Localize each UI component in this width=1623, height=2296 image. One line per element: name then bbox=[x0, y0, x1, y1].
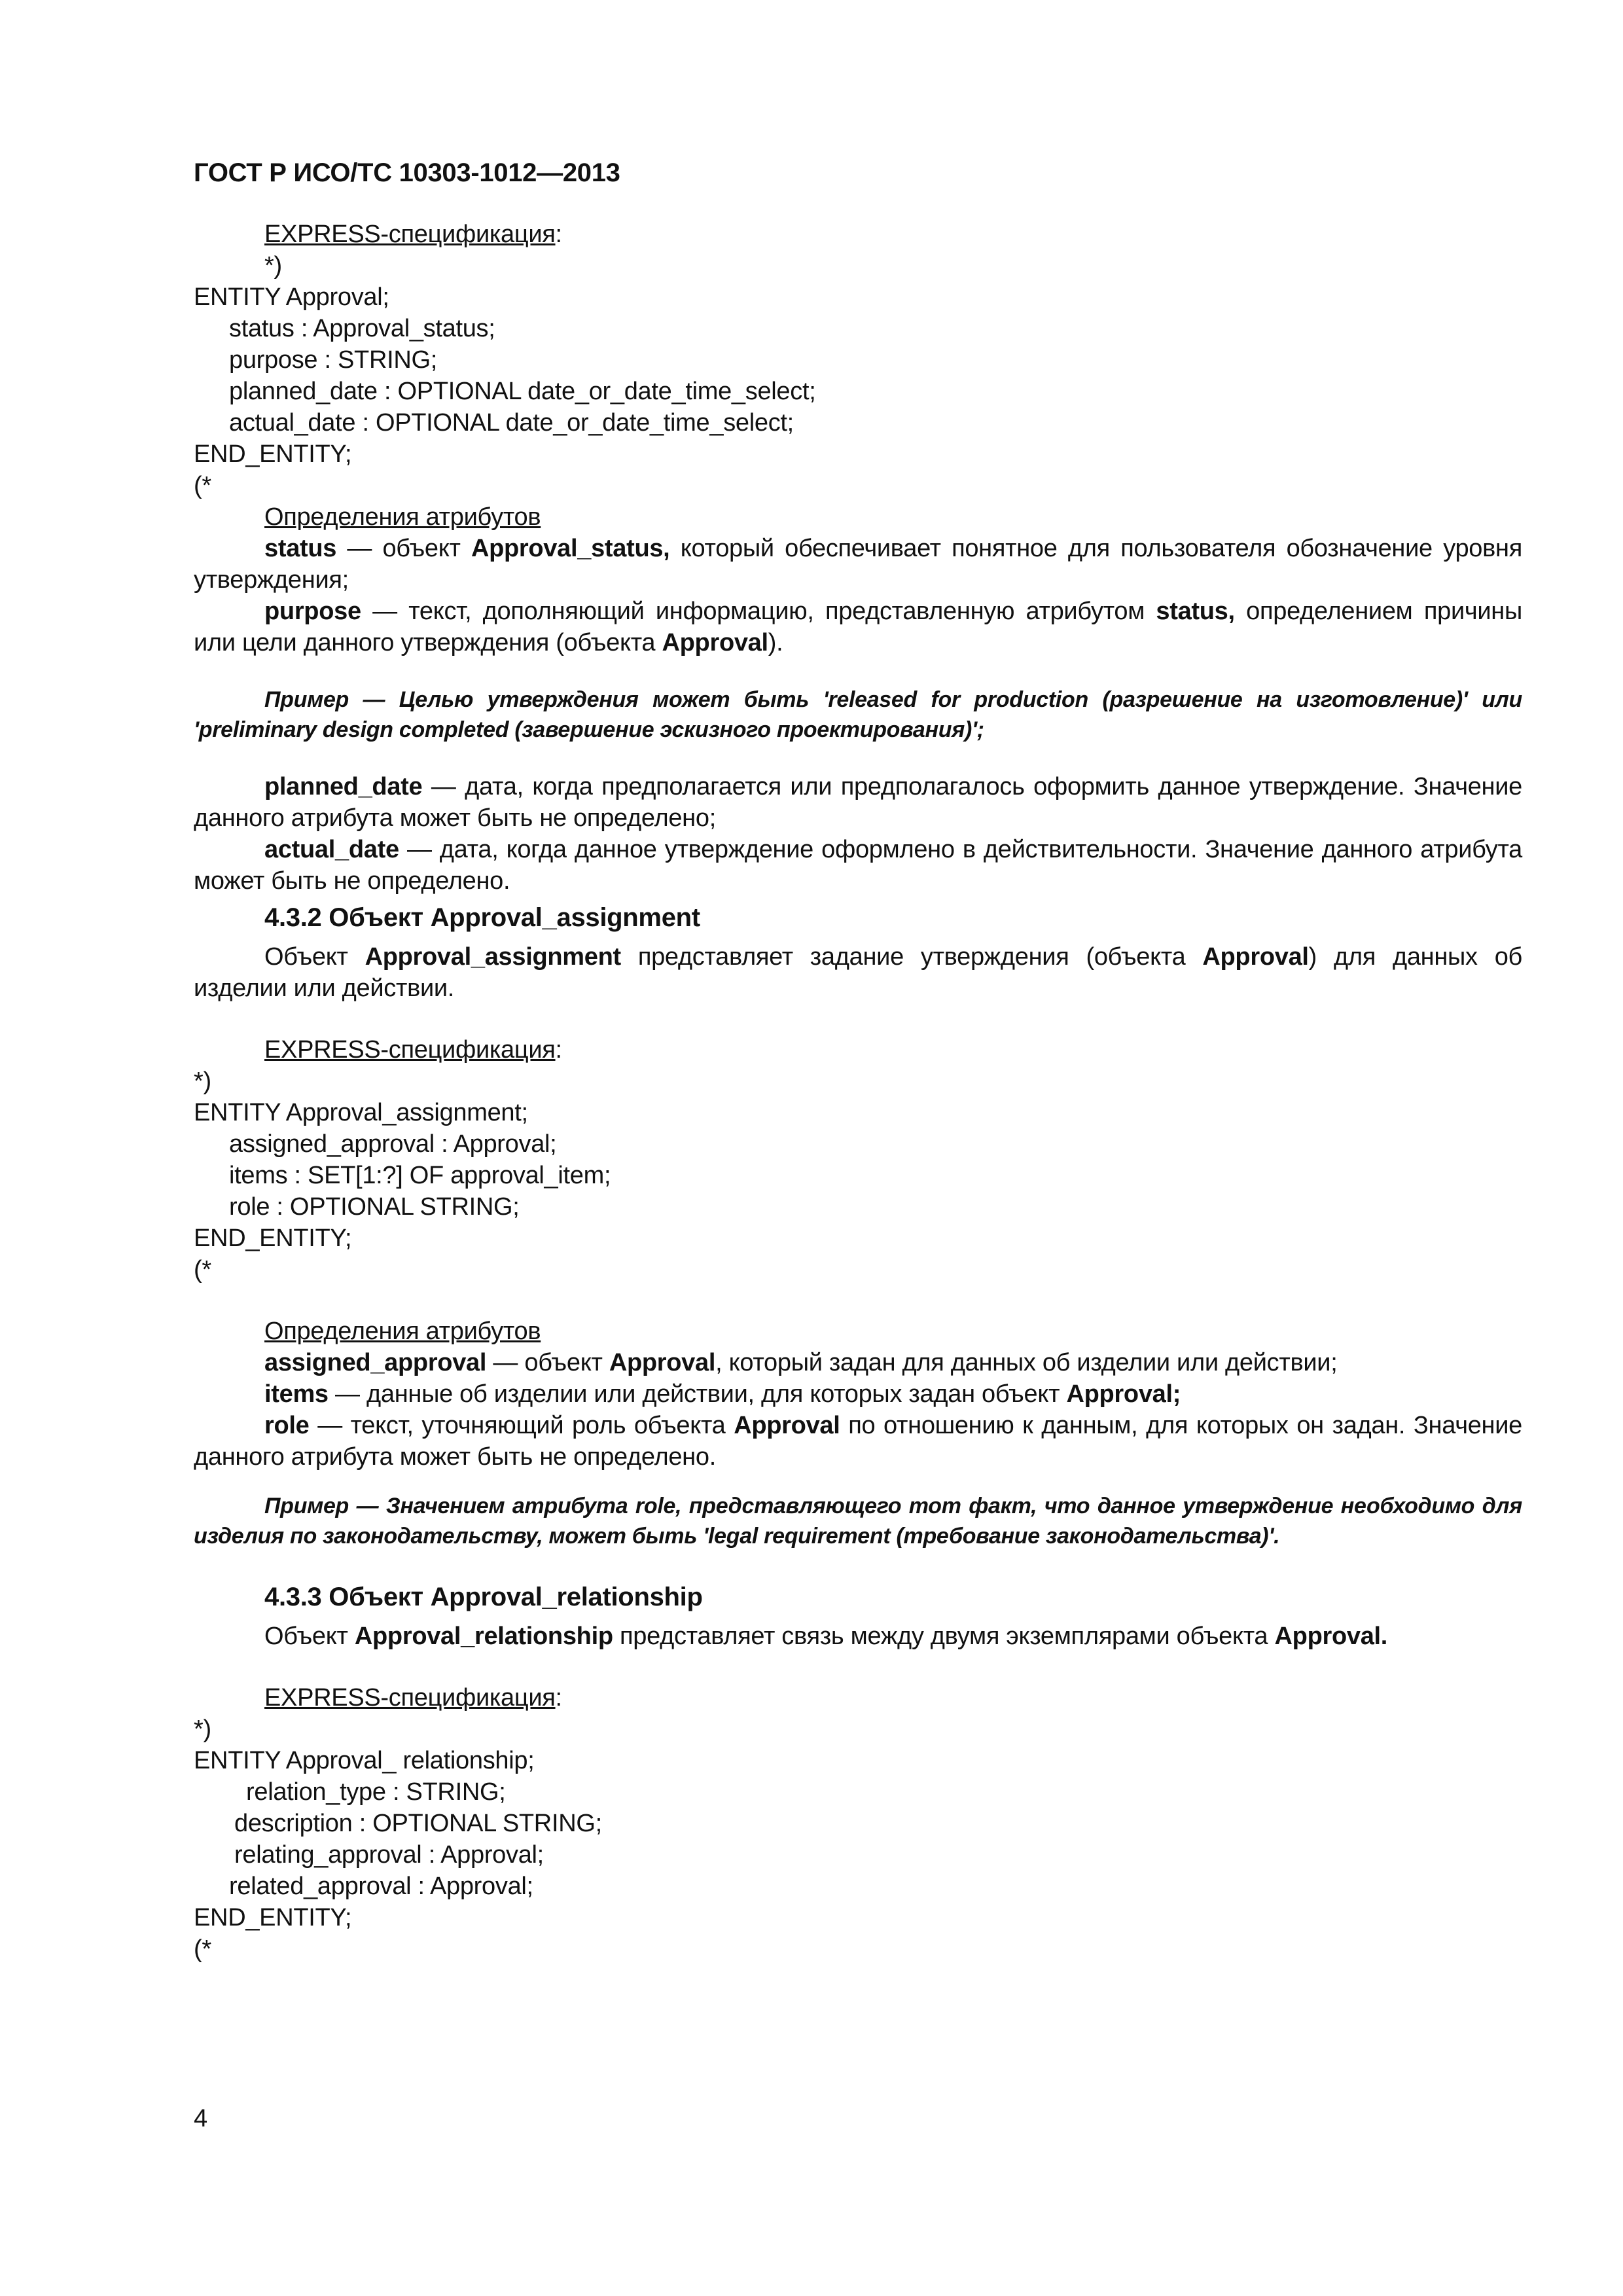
definition-text: — объект bbox=[486, 1349, 609, 1376]
express-spec-label bbox=[194, 1034, 1522, 1066]
comment-close: *) bbox=[264, 252, 282, 279]
entity-reference: Approval bbox=[609, 1349, 716, 1376]
intro-text: ) для данных об изделии или действии. bbox=[194, 943, 1522, 1002]
comment-close: *) bbox=[194, 1067, 211, 1095]
definition-text: который обеспечивает понятное для пользователя обозначение уровня утверждения; bbox=[194, 535, 1522, 594]
definition-text: — дата, когда данное утверждение оформлено в действительности. Значение данного атрибута может быть не определено. bbox=[194, 836, 1522, 895]
comment-open: (* bbox=[194, 1256, 211, 1283]
intro-text: Объект bbox=[264, 943, 365, 971]
express-spec-label-text: EXPRESS-спецификация bbox=[264, 1036, 556, 1064]
attribute-definition-planned-date bbox=[194, 771, 1522, 834]
code-line: role : OPTIONAL STRING; bbox=[229, 1193, 520, 1221]
attribute-term: items bbox=[264, 1380, 329, 1408]
code-line: END_ENTITY; bbox=[194, 1225, 352, 1252]
definition-text: , который задан для данных об изделии или действии; bbox=[715, 1349, 1338, 1376]
comment-open: (* bbox=[194, 1935, 211, 1963]
code-line: description : OPTIONAL STRING; bbox=[234, 1810, 602, 1837]
comment-close: *) bbox=[194, 1715, 211, 1743]
definition-text: ). bbox=[768, 629, 783, 656]
express-spec-label bbox=[194, 219, 1522, 250]
code-line: status : Approval_status; bbox=[229, 315, 495, 342]
comment-open: (* bbox=[194, 472, 211, 499]
section-intro-approval-assignment bbox=[194, 941, 1522, 1004]
entity-reference: Approval bbox=[1202, 943, 1309, 971]
definition-text: по отношению к данным, для которых он задан. Значение данного атрибута может быть не определено. bbox=[194, 1412, 1522, 1471]
definition-text: — объект bbox=[336, 535, 471, 562]
code-line: items : SET[1:?] OF approval_item; bbox=[229, 1162, 611, 1189]
code-line: related_approval : Approval; bbox=[229, 1873, 533, 1900]
definition-text: — данные об изделии или действии, для которых задан объект bbox=[328, 1380, 1067, 1408]
entity-reference: Approval. bbox=[1274, 1623, 1388, 1650]
definition-text: — текст, дополняющий информацию, представленную атрибутом bbox=[361, 598, 1156, 625]
section-heading-4-3-2: 4.3.2 Объект Approval_assignment bbox=[264, 903, 700, 932]
entity-reference: Approval_assignment bbox=[365, 943, 621, 971]
code-line: relation_type : STRING; bbox=[246, 1778, 506, 1806]
entity-reference: Approval_relationship bbox=[354, 1623, 613, 1650]
definition-text: — текст, уточняющий роль объекта bbox=[309, 1412, 734, 1439]
express-spec-colon: : bbox=[555, 221, 562, 248]
entity-reference: Approval; bbox=[1066, 1380, 1181, 1408]
example-note: Пример — Значением атрибута role, представляющего тот факт, что данное утверждение необходимо для изделия по законодательству, может быть 'legal requirement (требование законодательства)'. bbox=[194, 1494, 1522, 1549]
attribute-term: actual_date bbox=[264, 836, 399, 863]
code-line: END_ENTITY; bbox=[194, 1904, 352, 1931]
definition-text: определением причины или цели данного утверждения (объекта bbox=[194, 598, 1523, 656]
attribute-term: planned_date bbox=[264, 773, 423, 800]
entity-reference: Approval bbox=[662, 629, 768, 656]
example-note: Пример — Целью утверждения может быть 'released for production (разрешение на изготовление)' или 'preliminary design completed (завершение эскизного проектирования)'; bbox=[194, 687, 1522, 742]
attribute-definitions-label: Определения атрибутов bbox=[264, 1318, 541, 1345]
express-spec-colon: : bbox=[555, 1036, 562, 1064]
page-number: 4 bbox=[194, 2105, 208, 2132]
express-spec-colon: : bbox=[555, 1684, 562, 1712]
attribute-term: role bbox=[264, 1412, 310, 1439]
document-page bbox=[194, 157, 1522, 1965]
code-line: actual_date : OPTIONAL date_or_date_time_select; bbox=[229, 409, 794, 437]
entity-reference: Approval_status, bbox=[471, 535, 670, 562]
entity-reference: Approval bbox=[734, 1412, 840, 1439]
attribute-term: purpose bbox=[264, 598, 361, 625]
code-line: ENTITY Approval; bbox=[194, 283, 389, 311]
attribute-definition-role bbox=[194, 1410, 1522, 1473]
attribute-definitions-label: Определения атрибутов bbox=[264, 503, 541, 531]
attribute-definition-status bbox=[194, 533, 1522, 596]
express-spec-label bbox=[194, 1682, 1522, 1713]
code-line: ENTITY Approval_ relationship; bbox=[194, 1747, 535, 1774]
intro-text: представляет связь между двумя экземплярами объекта bbox=[613, 1623, 1275, 1650]
code-line: END_ENTITY; bbox=[194, 440, 352, 468]
attribute-term: status bbox=[264, 535, 337, 562]
code-line: relating_approval : Approval; bbox=[234, 1841, 544, 1869]
intro-text: представляет задание утверждения (объекта bbox=[620, 943, 1203, 971]
attribute-definition-actual-date bbox=[194, 834, 1522, 897]
section-heading-4-3-3: 4.3.3 Объект Approval_relationship bbox=[264, 1583, 703, 1611]
express-spec-label-text: EXPRESS-спецификация bbox=[264, 1684, 556, 1712]
intro-text: Объект bbox=[264, 1623, 355, 1650]
code-line: purpose : STRING; bbox=[229, 346, 438, 374]
attribute-term: assigned_approval bbox=[264, 1349, 487, 1376]
code-line: assigned_approval : Approval; bbox=[229, 1130, 557, 1158]
code-line: ENTITY Approval_assignment; bbox=[194, 1099, 528, 1126]
document-header-title: ГОСТ Р ИСО/ТС 10303-1012—2013 bbox=[194, 158, 620, 187]
express-spec-label-text: EXPRESS-спецификация bbox=[264, 221, 556, 248]
attribute-definition-items bbox=[194, 1378, 1522, 1410]
code-line: planned_date : OPTIONAL date_or_date_time_select; bbox=[229, 378, 816, 405]
definition-text: — дата, когда предполагается или предполагалось оформить данное утверждение. Значение данного атрибута может быть не определено; bbox=[194, 773, 1522, 832]
entity-reference: status, bbox=[1156, 598, 1235, 625]
section-intro-approval-relationship bbox=[194, 1621, 1522, 1652]
attribute-definition-purpose bbox=[194, 596, 1522, 658]
attribute-definition-assigned-approval bbox=[194, 1347, 1522, 1378]
